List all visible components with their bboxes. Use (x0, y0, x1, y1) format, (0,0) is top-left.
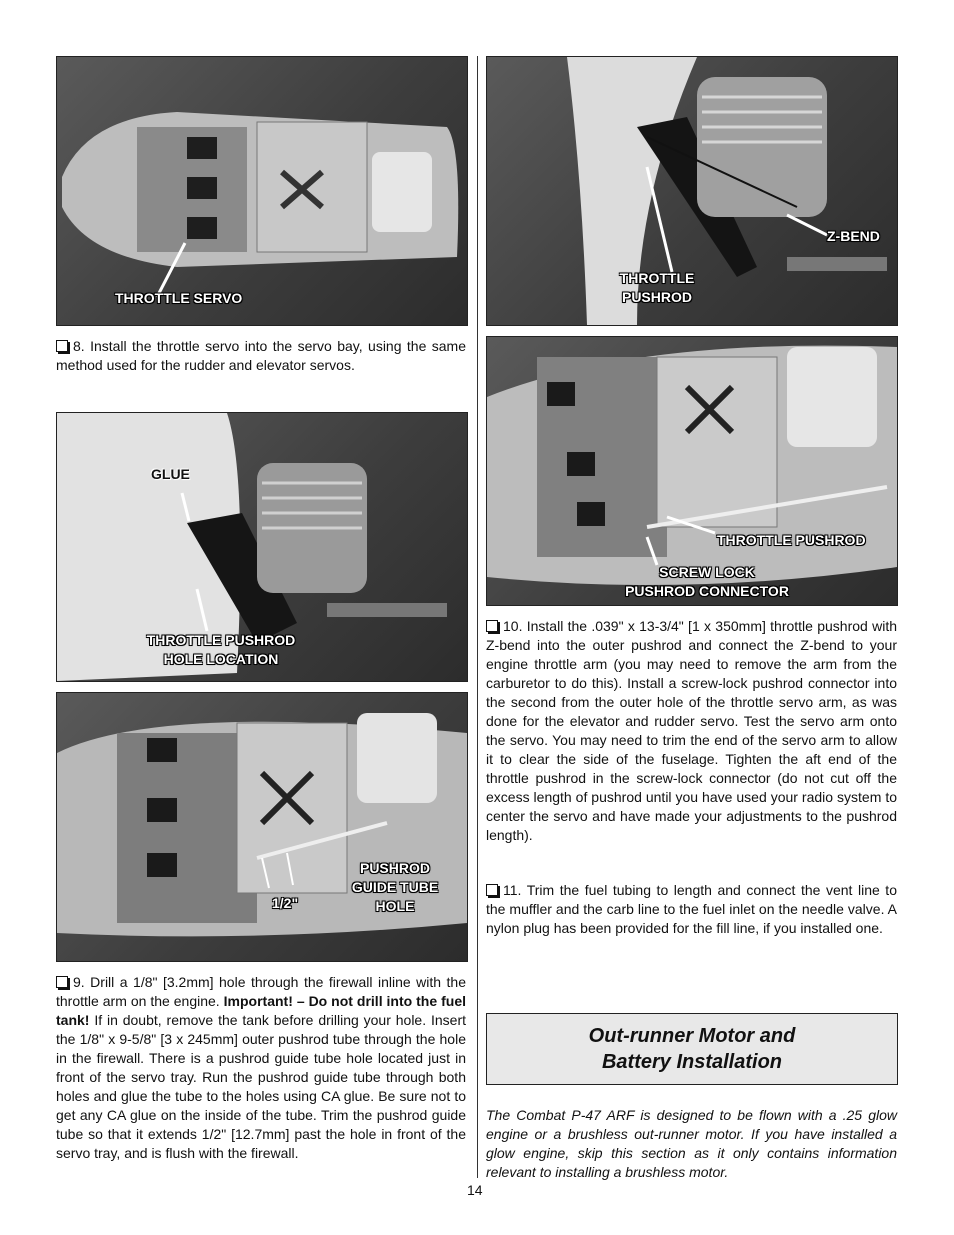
step-9-warning: Important! – Do not drill into the fuel tank! (56, 993, 466, 1028)
step-10-text: 10. Install the .039" x 13-3/4" [1 x 350mm] throttle pushrod with Z-bend into the outer pushrod and connect the Z-bend to your engine throttle arm (you may need to remove the arm from the carburetor to do this). Install a screw-lock pushrod connector into the second from the outer hole of the throttle servo arm, as was done for the elevator and rudder servo. Test the servo arm onto the servo. You may need to trim the end of the servo arm to allow it to clear the side of the fuselage. Tighten the aft end of the throttle pushrod in the screw-lock connector (do not cut off the excess length of pushrod until you have used your radio system to center the servo and have made your adjustments to the pushrod length). (486, 618, 897, 843)
callout-zbend: Z-BEND (827, 228, 880, 244)
checkbox-icon[interactable] (486, 620, 498, 632)
checkbox-icon[interactable] (486, 884, 498, 896)
photo-throttle-servo (56, 56, 468, 326)
checkbox-icon[interactable] (56, 976, 68, 988)
callout-throttle-servo: THROTTLE SERVO (115, 290, 243, 306)
callout-pushrod-hole-location: THROTTLE PUSHROD HOLE LOCATION (146, 632, 296, 667)
callout-screw-lock-connector: SCREW LOCK PUSHROD CONNECTOR (625, 564, 789, 599)
section-heading-box (486, 1013, 898, 1085)
section-intro: The Combat P-47 ARF is designed to be flown with a .25 glow engine or a brushless out-runner motor. If you have installed a glow engine, skip this section as it only contains information relevant to installing a brushless motor. (486, 1107, 897, 1180)
callout-throttle-pushrod-2: THROTTLE PUSHROD (717, 532, 866, 548)
step-9-text: 9. Drill a 1/8" [3.2mm] hole through the firewall inline with the throttle arm on the engine. Important! – Do not drill into the fuel tank! If in doubt, remove the tank before drilling your hole. Insert the 1/8" x 9-5/8" [3 x 245mm] outer pushrod tube through the hole in the firewall. There is a pushrod guide tube hole located just in front of the servo tray. Run the pushrod guide tube through both holes and glue the tube to the holes using CA glue. Be sure not to get any CA glue on the inside of the tube. Trim the pushrod guide tube so that it extends 1/2" [12.7mm] past the hole in front of the servo tray, and is flush with the firewall. (56, 974, 466, 1161)
step-8-text: 8. Install the throttle servo into the servo bay, using the same method used for the rudder and elevator servos. (56, 338, 466, 373)
step-11-text: 11. Trim the fuel tubing to length and connect the vent line to the muffler and the carb line to the fuel inlet on the needle valve. A nylon plug has been provided for the fill line, if you installed one. (486, 882, 897, 936)
photo-guide-tube (56, 692, 468, 962)
callout-guide-tube-hole: PUSHROD GUIDE TUBE HOLE (351, 860, 439, 914)
photo-screw-lock-connector (486, 336, 898, 606)
callout-half-inch: 1/2" (272, 895, 299, 911)
photo-glue-location (56, 412, 468, 682)
photo-zbend (486, 56, 898, 326)
column-divider (477, 56, 478, 1178)
callout-throttle-pushrod: THROTTLE PUSHROD (619, 270, 695, 305)
section-title: Out-runner Motor and Battery Installation (588, 1025, 796, 1073)
page-number: 14 (467, 1182, 483, 1198)
checkbox-icon[interactable] (56, 340, 68, 352)
fuselage-illustration (57, 57, 467, 325)
servo-tray-illustration (57, 693, 467, 961)
callout-glue: GLUE (151, 466, 190, 482)
